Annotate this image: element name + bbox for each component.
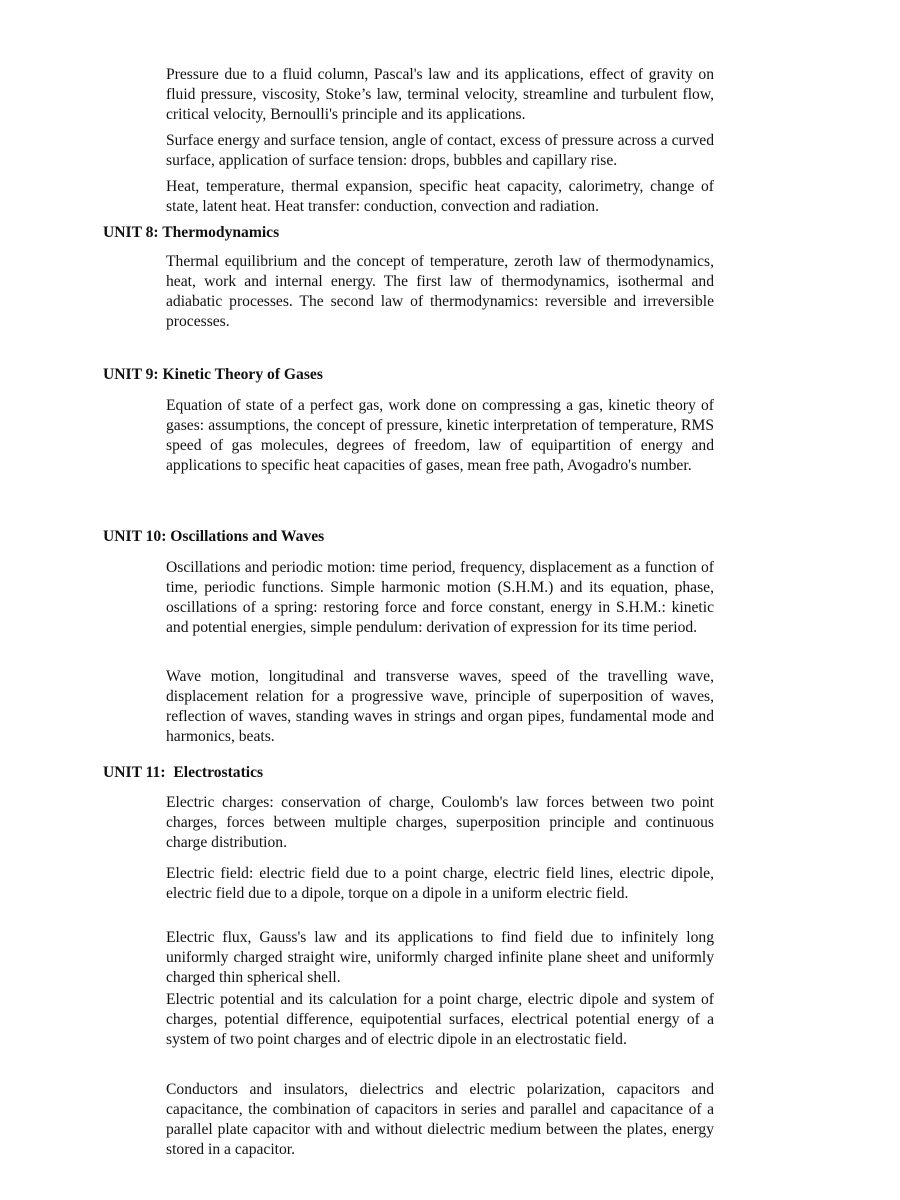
unit-9-heading: UNIT 9: Kinetic Theory of Gases (103, 366, 323, 383)
unit-10-heading: UNIT 10: Oscillations and Waves (103, 528, 325, 545)
paragraph-surface-tension: Surface energy and surface tension, angle of contact, excess of pressure across a curved surface, application of surface tension: drops, bubbles and capillary rise. (166, 132, 714, 169)
paragraph-waves: Wave motion, longitudinal and transverse waves, speed of the travelling wave, displacement relation for a progressive wave, principle of superposition of waves, reflection of waves, standing waves in strings and organ pipes, fundamental mode and harmonics, beats. (166, 668, 714, 745)
paragraph-fluid-pressure: Pressure due to a fluid column, Pascal's law and its applications, effect of gravity on fluid pressure, viscosity, Stoke’s law, terminal velocity, streamline and turbulent flow, critical velocity, Bernoulli's principle and its applications. (166, 66, 714, 123)
unit-8-heading: UNIT 8: Thermodynamics (103, 224, 280, 241)
paragraph-oscillations: Oscillations and periodic motion: time period, frequency, displacement as a function of time, periodic functions. Simple harmonic motion (S.H.M.) and its equation, phase, oscillations of a spring: restoring force and force constant, energy in S.H.M.: kinetic and potential energies, simple pendulum: derivation of expression for its time period. (166, 559, 714, 636)
paragraph-heat: Heat, temperature, thermal expansion, specific heat capacity, calorimetry, change of state, latent heat. Heat transfer: conduction, convection and radiation. (166, 178, 714, 215)
paragraph-electric-flux: Electric flux, Gauss's law and its applications to find field due to infinitely long uniformly charged straight wire, uniformly charged infinite plane sheet and uniformly charged thin spherical shell. (166, 929, 714, 986)
paragraph-electric-charges: Electric charges: conservation of charge, Coulomb's law forces between two point charges, forces between multiple charges, superposition principle and continuous charge distribution. (166, 794, 714, 851)
paragraph-capacitors: Conductors and insulators, dielectrics and electric polarization, capacitors and capacitance, the combination of capacitors in series and parallel and capacitance of a parallel plate capacitor with and without dielectric medium between the plates, energy stored in a capacitor. (166, 1081, 714, 1158)
paragraph-kinetic-theory: Equation of state of a perfect gas, work done on compressing a gas, kinetic theory of gases: assumptions, the concept of pressure, kinetic interpretation of temperature, RMS speed of gas molecules, degrees of freedom, law of equipartition of energy and applications to specific heat capacities of gases, mean free path, Avogadro's number. (166, 397, 714, 474)
paragraph-thermodynamics: Thermal equilibrium and the concept of temperature, zeroth law of thermodynamics, heat, work and internal energy. The first law of thermodynamics, isothermal and adiabatic processes. The second law of thermodynamics: reversible and irreversible processes. (166, 253, 714, 330)
unit-11-heading: UNIT 11: Electrostatics (103, 764, 264, 781)
paragraph-electric-field: Electric field: electric field due to a point charge, electric field lines, electric dipole, electric field due to a dipole, torque on a dipole in a uniform electric field. (166, 865, 714, 902)
paragraph-electric-potential: Electric potential and its calculation for a point charge, electric dipole and system of charges, potential difference, equipotential surfaces, electrical potential energy of a system of two point charges and of electric dipole in an electrostatic field. (166, 991, 714, 1048)
